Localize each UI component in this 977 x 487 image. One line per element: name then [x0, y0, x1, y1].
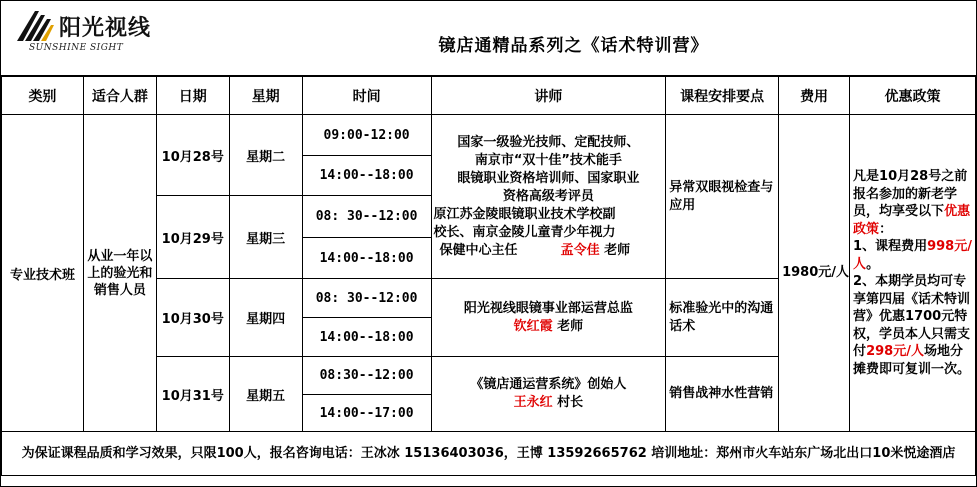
- topic-cell: 标准验光中的沟通话术: [666, 279, 779, 357]
- lecturer-line: 资格高级考评员: [502, 188, 594, 204]
- policy-para-2: 1、课程费用998元/人。: [853, 239, 972, 272]
- time-cell: 08:30--12:00: [302, 357, 431, 395]
- policy-para-1: 凡是10月28号之前报名参加的新老学员，均享受以下优惠政策：: [853, 169, 971, 237]
- logo-en-text: SUNSHINE SIGHT: [29, 43, 124, 53]
- lecturer-line: 眼镜职业资格培训师、国家职业: [457, 170, 640, 186]
- audience-cell: 从业一年以上的验光和销售人员: [83, 115, 156, 432]
- page-title: 镜店通精品系列之《话术特训营》: [438, 36, 709, 56]
- date-cell: 10月28号: [156, 115, 229, 196]
- lecturer-line: 南京市“双十佳”技术能手: [474, 152, 622, 168]
- lecturer-line: 《镜店通运营系统》创始人: [470, 377, 627, 392]
- col-header: 星期: [229, 77, 302, 115]
- lecturer-title: 保健中心主任: [439, 242, 518, 258]
- time-cell: 14:00--18:00: [302, 156, 431, 196]
- lecturer-name: 钦红霞: [513, 318, 553, 334]
- lecturer-name-line: [434, 394, 664, 412]
- fee-cell: 1980元/人: [779, 115, 850, 432]
- time-cell: 14:00--18:00: [302, 318, 431, 357]
- lecturer-name: 孟令佳: [560, 242, 600, 258]
- lecturer-line: 原江苏金陵眼镜职业技术学校副: [433, 206, 616, 222]
- lecturer-line: 阳光视线眼镜事业部运营总监: [463, 300, 633, 316]
- lecturer-cell: [431, 115, 666, 279]
- lecturer-name-line: [434, 318, 664, 336]
- lecturer-name-line: [434, 242, 664, 260]
- time-cell: 09:00-12:00: [302, 115, 431, 156]
- time-cell: 14:00--18:00: [302, 238, 431, 279]
- lecturer-cell: [431, 357, 666, 432]
- schedule-table: [1, 76, 976, 476]
- policy-para-3: 2、本期学员均可专享第四届《话术特训营》优惠1700元特权，学员本人只需支付298元/人场地分摊费即可复训一次。: [853, 274, 971, 377]
- lecturer-line: 国家一级验光技师、定配技师、: [457, 134, 640, 150]
- time-cell: 08: 30--12:00: [302, 279, 431, 318]
- lecturer-suffix: 老师: [557, 318, 584, 334]
- time-cell: 14:00--17:00: [302, 395, 431, 432]
- col-header: 日期: [156, 77, 229, 115]
- date-cell: 10月31号: [156, 357, 229, 432]
- time-cell: 08: 30--12:00: [302, 196, 431, 238]
- col-header: 类别: [2, 77, 84, 115]
- date-cell: 10月30号: [156, 279, 229, 357]
- logo-cn-text: 阳光视线: [59, 15, 152, 41]
- footer-notice: 为保证课程品质和学习效果，只限100人，报名咨询电话：王冰冰 15136403036，王博 13592665762 培训地址：郑州市火车站东广场北出口10米悦途酒店: [2, 432, 976, 476]
- col-header: 讲师: [431, 77, 666, 115]
- date-cell: 10月29号: [156, 196, 229, 279]
- weekday-cell: 星期四: [229, 279, 302, 357]
- col-header: 优惠政策: [850, 77, 976, 115]
- lecturer-suffix: 村长: [557, 395, 584, 410]
- topic-cell: 异常双眼视检查与应用: [666, 115, 779, 279]
- lecturer-line: 校长、南京金陵儿童青少年视力: [433, 224, 616, 240]
- header-row: [2, 77, 976, 115]
- weekday-cell: 星期五: [229, 357, 302, 432]
- col-header: 费用: [779, 77, 850, 115]
- category-cell: 专业技术班: [2, 115, 84, 432]
- policy-cell: [850, 115, 976, 432]
- lecturer-name: 王永红: [513, 395, 553, 410]
- lecturer-suffix: 老师: [604, 242, 631, 258]
- weekday-cell: 星期二: [229, 115, 302, 196]
- col-header: 适合人群: [83, 77, 156, 115]
- header: [1, 1, 976, 76]
- col-header: 课程安排要点: [666, 77, 779, 115]
- topic-cell: 销售战神水性营销: [666, 357, 779, 432]
- lecturer-cell: [431, 279, 666, 357]
- weekday-cell: 星期三: [229, 196, 302, 279]
- col-header: 时间: [302, 77, 431, 115]
